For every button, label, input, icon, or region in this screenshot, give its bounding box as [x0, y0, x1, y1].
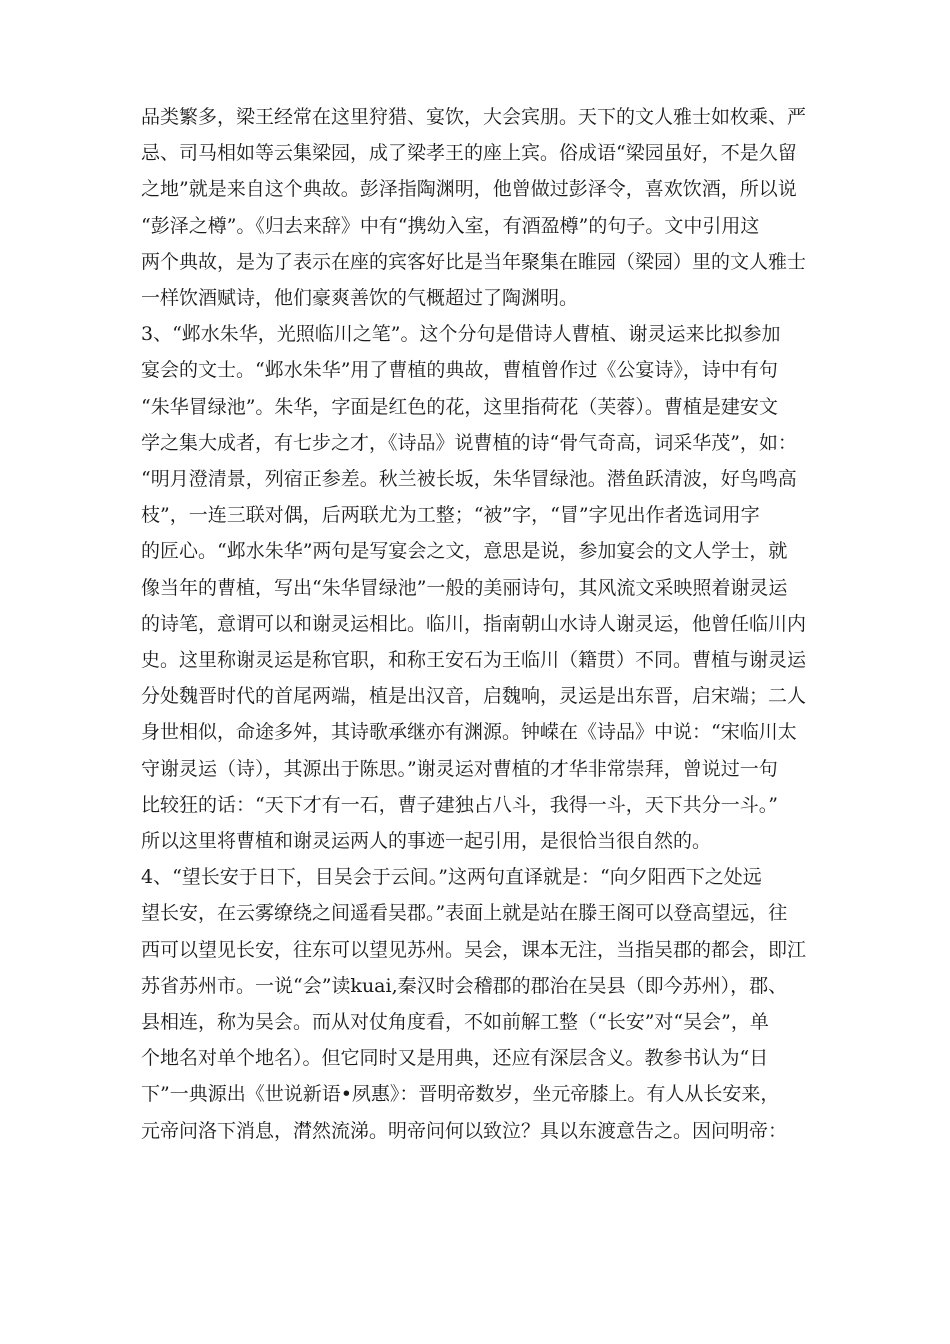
- text-line: 比较狂的话：“天下才有一石，曹子建独占八斗，我得一斗，天下共分一斗。”: [141, 794, 778, 816]
- text-line: 枝”，一连三联对偶，后两联尤为工整；“被”字，“冒”字见出作者选词用字: [141, 504, 760, 526]
- text-line: 元帝问洛下消息，潸然流涕。明帝问何以致泣？具以东渡意告之。因问明帝：: [141, 1120, 788, 1142]
- text-line: 的诗笔，意谓可以和谢灵运相比。临川，指南朝山水诗人谢灵运，他曾任临川内: [141, 613, 807, 635]
- text-line: 西可以望见长安，往东可以望见苏州。吴会，课本无注，当指吴郡的都会，即江: [141, 939, 807, 961]
- text-line: “明月澄清景，列宿正参差。秋兰被长坂，朱华冒绿池。潜鱼跃清波，好鸟鸣高: [141, 468, 797, 490]
- text-line: 像当年的曹植，写出“朱华冒绿池”一般的美丽诗句，其风流文采映照着谢灵运: [141, 577, 788, 599]
- text-line: 苏省苏州市。一说“会”读kuai,秦汉时会稽郡的郡治在吴县（即今苏州），郡、: [141, 975, 788, 997]
- text-line: 学之集大成者，有七步之才，《诗品》说曹植的诗“骨气奇高，词采华茂”，如：: [141, 432, 797, 454]
- text-line: 身世相似，命途多舛，其诗歌承继亦有渊源。钟嵘在《诗品》中说：“宋临川太: [141, 721, 797, 743]
- text-line: 县相连，称为吴会。而从对仗角度看，不如前解工整（“长安”对“吴会”，单: [141, 1011, 769, 1033]
- text-line: 4、“望长安于日下，目吴会于云间。”这两句直译就是：“向夕阳西下之处远: [141, 866, 762, 888]
- text-line: 一样饮酒赋诗，他们豪爽善饮的气概超过了陶渊明。: [141, 287, 579, 309]
- text-line: 的匠心。“邺水朱华”两句是写宴会之文，意思是说，参加宴会的文人学士，就: [141, 540, 788, 562]
- text-line: 之地”就是来自这个典故。彭泽指陶渊明，他曾做过彭泽令，喜欢饮酒，所以说: [141, 178, 797, 200]
- text-line: 史。这里称谢灵运是称官职，和称王安石为王临川（籍贯）不同。曹植与谢灵运: [141, 649, 807, 671]
- text-line: 所以这里将曹植和谢灵运两人的事迹一起引用，是很恰当很自然的。: [141, 830, 712, 852]
- text-line: 分处魏晋时代的首尾两端，植是出汉音，启魏响，灵运是出东晋，启宋端；二人: [141, 685, 807, 707]
- text-line: 品类繁多，梁王经常在这里狩猎、宴饮，大会宾朋。天下的文人雅士如枚乘、严: [141, 106, 807, 128]
- text-line: 下”一典源出《世说新语•夙惠》：晋明帝数岁，坐元帝膝上。有人从长安来，: [141, 1083, 780, 1105]
- text-line: 两个典故，是为了表示在座的宾客好比是当年聚集在睢园（梁园）里的文人雅士: [141, 251, 807, 273]
- text-line: 忌、司马相如等云集梁园，成了梁孝王的座上宾。俗成语“梁园虽好，不是久留: [141, 142, 797, 164]
- text-line: “彭泽之樽”。《归去来辞》中有“携幼入室，有酒盈樽”的句子。文中引用这: [141, 215, 760, 237]
- text-line: “朱华冒绿池”。朱华，字面是红色的花，这里指荷花（芙蓉）。曹植是建安文: [141, 396, 778, 418]
- text-line: 宴会的文士。“邺水朱华”用了曹植的典故，曹植曾作过《公宴诗》，诗中有句: [141, 359, 778, 381]
- text-line: 守谢灵运（诗），其源出于陈思。”谢灵运对曹植的才华非常崇拜，曾说过一句: [141, 758, 778, 780]
- text-line: 望长安，在云雾缭绕之间遥看吴郡。”表面上就是站在滕王阁可以登高望远，往: [141, 902, 788, 924]
- text-line: 个地名对单个地名）。但它同时又是用典，还应有深层含义。教参书认为“日: [141, 1047, 769, 1069]
- text-line: 3、“邺水朱华，光照临川之笔”。这个分句是借诗人曹植、谢灵运来比拟参加: [141, 323, 781, 345]
